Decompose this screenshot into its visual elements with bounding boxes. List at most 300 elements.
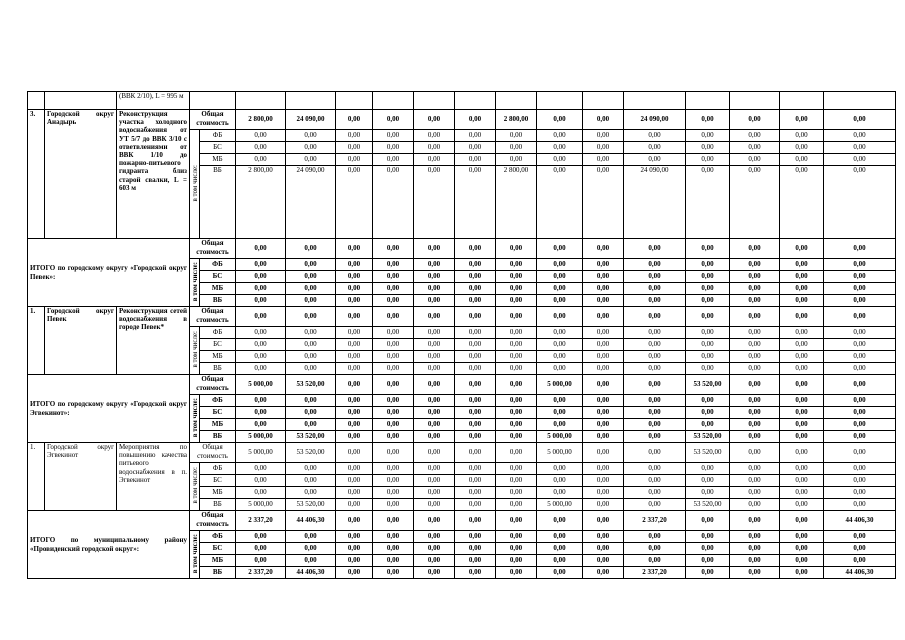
value-cell: 0,00 xyxy=(824,154,896,166)
value-cell: 0,00 xyxy=(624,407,686,419)
value-cell: 0,00 xyxy=(824,339,896,351)
value-cell: 0,00 xyxy=(414,431,455,443)
value-cell: 0,00 xyxy=(236,339,286,351)
funding-code: МБ xyxy=(200,351,236,363)
value-cell: 0,00 xyxy=(583,327,624,339)
value-cell: 0,00 xyxy=(496,271,537,283)
value-cell: 0,00 xyxy=(537,407,583,419)
row-number: 1. xyxy=(28,307,45,375)
value-cell: 0,00 xyxy=(336,142,373,154)
value-cell: 0,00 xyxy=(537,475,583,487)
value-cell: 2 800,00 xyxy=(496,166,537,239)
value-cell: 0,00 xyxy=(583,351,624,363)
value-cell: 0,00 xyxy=(455,239,496,259)
value-cell: 0,00 xyxy=(373,543,414,555)
value-cell: 0,00 xyxy=(336,239,373,259)
value-cell: 2 337,20 xyxy=(236,567,286,579)
value-cell: 0,00 xyxy=(624,271,686,283)
value-cell: 0,00 xyxy=(286,154,336,166)
cell-empty xyxy=(537,92,583,110)
value-cell: 5 000,00 xyxy=(537,443,583,463)
value-cell: 0,00 xyxy=(414,295,455,307)
value-cell: 0,00 xyxy=(373,567,414,579)
value-cell: 0,00 xyxy=(624,395,686,407)
value-cell: 0,00 xyxy=(496,567,537,579)
value-cell: 0,00 xyxy=(236,271,286,283)
value-cell: 0,00 xyxy=(336,327,373,339)
including-text: в том числе: xyxy=(190,164,199,202)
table-row-egvekinot-total xyxy=(28,443,896,463)
value-cell: 0,00 xyxy=(583,142,624,154)
value-cell: 0,00 xyxy=(624,543,686,555)
value-cell: 0,00 xyxy=(455,351,496,363)
value-cell: 0,00 xyxy=(496,283,537,295)
value-cell: 0,00 xyxy=(624,375,686,395)
value-cell: 0,00 xyxy=(286,130,336,142)
value-cell: 0,00 xyxy=(824,271,896,283)
value-cell: 0,00 xyxy=(686,395,730,407)
value-cell: 0,00 xyxy=(537,283,583,295)
value-cell: 0,00 xyxy=(537,543,583,555)
value-cell: 2 337,20 xyxy=(236,511,286,531)
value-cell: 0,00 xyxy=(286,239,336,259)
value-cell: 0,00 xyxy=(583,166,624,239)
value-cell: 0,00 xyxy=(286,463,336,475)
value-cell: 0,00 xyxy=(236,475,286,487)
value-cell: 0,00 xyxy=(537,363,583,375)
value-cell: 0,00 xyxy=(455,419,496,431)
value-cell: 0,00 xyxy=(824,555,896,567)
value-cell: 24 090,00 xyxy=(624,110,686,130)
value-cell: 0,00 xyxy=(286,283,336,295)
value-cell: 0,00 xyxy=(455,443,496,463)
funding-code: ФБ xyxy=(200,327,236,339)
including-text: в том числе: xyxy=(190,331,199,368)
value-cell: 0,00 xyxy=(496,239,537,259)
value-cell: 0,00 xyxy=(583,375,624,395)
value-cell: 0,00 xyxy=(336,567,373,579)
value-cell: 0,00 xyxy=(824,363,896,375)
value-cell: 0,00 xyxy=(730,239,780,259)
value-cell: 0,00 xyxy=(824,375,896,395)
value-cell: 0,00 xyxy=(824,543,896,555)
value-cell: 0,00 xyxy=(824,443,896,463)
value-cell: 0,00 xyxy=(455,431,496,443)
value-cell: 0,00 xyxy=(686,567,730,579)
value-cell: 0,00 xyxy=(336,130,373,142)
value-cell: 0,00 xyxy=(414,339,455,351)
funding-code: ВБ xyxy=(200,363,236,375)
funding-code: ВБ xyxy=(200,295,236,307)
value-cell: 0,00 xyxy=(496,499,537,511)
value-cell: 0,00 xyxy=(624,154,686,166)
value-cell: 0,00 xyxy=(373,511,414,531)
cell-empty xyxy=(455,92,496,110)
value-cell: 0,00 xyxy=(414,363,455,375)
value-cell: 5 000,00 xyxy=(537,499,583,511)
value-cell: 0,00 xyxy=(780,327,824,339)
value-cell: 0,00 xyxy=(780,363,824,375)
value-cell: 0,00 xyxy=(336,431,373,443)
cell-empty xyxy=(373,92,414,110)
value-cell: 0,00 xyxy=(537,110,583,130)
value-cell: 0,00 xyxy=(730,555,780,567)
value-cell: 0,00 xyxy=(236,351,286,363)
funding-code: БС xyxy=(200,475,236,487)
value-cell: 0,00 xyxy=(455,110,496,130)
value-cell: 0,00 xyxy=(624,499,686,511)
cell-empty xyxy=(624,92,686,110)
value-cell: 53 520,00 xyxy=(686,499,730,511)
value-cell: 0,00 xyxy=(780,531,824,543)
value-cell: 0,00 xyxy=(373,295,414,307)
cell-municipality xyxy=(45,92,117,110)
value-cell: 0,00 xyxy=(824,307,896,327)
funding-code: МБ xyxy=(200,487,236,499)
value-cell: 5 000,00 xyxy=(236,443,286,463)
funding-code: ВБ xyxy=(200,431,236,443)
table-row-anadyr-total xyxy=(28,110,896,130)
value-cell: 0,00 xyxy=(496,142,537,154)
value-cell: 0,00 xyxy=(236,407,286,419)
value-cell: 24 090,00 xyxy=(286,166,336,239)
including-text: в том числе: xyxy=(190,397,199,437)
value-cell: 0,00 xyxy=(414,463,455,475)
cell-empty xyxy=(686,92,730,110)
value-cell: 0,00 xyxy=(414,239,455,259)
value-cell: 0,00 xyxy=(286,351,336,363)
value-cell: 0,00 xyxy=(336,363,373,375)
value-cell: 0,00 xyxy=(236,555,286,567)
value-cell: 0,00 xyxy=(583,154,624,166)
value-cell: 0,00 xyxy=(686,110,730,130)
value-cell: 0,00 xyxy=(686,487,730,499)
budget-table xyxy=(27,91,896,579)
value-cell: 0,00 xyxy=(455,295,496,307)
value-cell: 0,00 xyxy=(496,555,537,567)
value-cell: 0,00 xyxy=(537,154,583,166)
value-cell: 0,00 xyxy=(236,363,286,375)
value-cell: 0,00 xyxy=(583,271,624,283)
value-cell: 0,00 xyxy=(824,142,896,154)
value-cell: 0,00 xyxy=(624,431,686,443)
value-cell: 0,00 xyxy=(336,271,373,283)
value-cell: 0,00 xyxy=(336,351,373,363)
value-cell: 0,00 xyxy=(730,531,780,543)
value-cell: 0,00 xyxy=(496,351,537,363)
value-cell: 0,00 xyxy=(373,130,414,142)
value-cell: 0,00 xyxy=(686,351,730,363)
value-cell: 0,00 xyxy=(336,259,373,271)
value-cell: 0,00 xyxy=(414,271,455,283)
funding-code: МБ xyxy=(200,154,236,166)
value-cell: 0,00 xyxy=(583,295,624,307)
value-cell: 0,00 xyxy=(624,555,686,567)
cell-empty xyxy=(414,92,455,110)
value-cell: 0,00 xyxy=(286,339,336,351)
value-cell: 0,00 xyxy=(496,375,537,395)
value-cell: 0,00 xyxy=(496,339,537,351)
value-cell: 0,00 xyxy=(780,142,824,154)
value-cell: 0,00 xyxy=(286,363,336,375)
funding-code: БС xyxy=(200,339,236,351)
cell-empty xyxy=(730,92,780,110)
value-cell: 0,00 xyxy=(373,110,414,130)
value-cell: 0,00 xyxy=(730,511,780,531)
value-cell: 0,00 xyxy=(780,543,824,555)
table-body xyxy=(28,92,896,579)
value-cell: 0,00 xyxy=(780,351,824,363)
value-cell: 0,00 xyxy=(414,511,455,531)
itogo-label: ИТОГО по городскому округу «Городской округ Эгвекинот»: xyxy=(28,375,190,443)
value-cell: 0,00 xyxy=(686,259,730,271)
funding-code: МБ xyxy=(200,419,236,431)
value-cell: 0,00 xyxy=(496,443,537,463)
including-label xyxy=(190,531,200,579)
cell-empty xyxy=(780,92,824,110)
funding-code: МБ xyxy=(200,283,236,295)
value-cell: 0,00 xyxy=(780,283,824,295)
value-cell: 0,00 xyxy=(336,443,373,463)
value-cell: 0,00 xyxy=(824,295,896,307)
funding-code: МБ xyxy=(200,555,236,567)
value-cell: 0,00 xyxy=(686,327,730,339)
value-cell: 0,00 xyxy=(780,130,824,142)
value-cell: 0,00 xyxy=(686,543,730,555)
value-cell: 0,00 xyxy=(537,555,583,567)
value-cell: 0,00 xyxy=(686,419,730,431)
value-cell: 0,00 xyxy=(455,375,496,395)
value-cell: 0,00 xyxy=(336,543,373,555)
cell-empty xyxy=(496,92,537,110)
funding-code: БС xyxy=(200,142,236,154)
value-cell: 0,00 xyxy=(286,271,336,283)
value-cell: 0,00 xyxy=(824,130,896,142)
value-cell: 0,00 xyxy=(730,407,780,419)
value-cell: 0,00 xyxy=(583,555,624,567)
value-cell: 0,00 xyxy=(455,531,496,543)
value-cell: 0,00 xyxy=(236,307,286,327)
value-cell: 0,00 xyxy=(624,419,686,431)
value-cell: 0,00 xyxy=(824,431,896,443)
value-cell: 0,00 xyxy=(496,130,537,142)
value-cell: 0,00 xyxy=(583,407,624,419)
value-cell: 0,00 xyxy=(730,271,780,283)
value-cell: 2 800,00 xyxy=(236,166,286,239)
value-cell: 0,00 xyxy=(730,567,780,579)
value-cell: 0,00 xyxy=(373,259,414,271)
value-cell: 0,00 xyxy=(583,531,624,543)
funding-code: ФБ xyxy=(200,395,236,407)
value-cell: 0,00 xyxy=(414,475,455,487)
value-cell: 0,00 xyxy=(286,327,336,339)
cell-num xyxy=(28,92,45,110)
value-cell: 0,00 xyxy=(455,555,496,567)
value-cell: 0,00 xyxy=(824,166,896,239)
value-cell: 0,00 xyxy=(686,154,730,166)
value-cell: 0,00 xyxy=(730,419,780,431)
value-cell: 0,00 xyxy=(686,271,730,283)
value-cell: 0,00 xyxy=(455,142,496,154)
funding-code: ВБ xyxy=(200,166,236,239)
value-cell: 0,00 xyxy=(414,567,455,579)
value-cell: 0,00 xyxy=(780,395,824,407)
value-cell: 0,00 xyxy=(336,463,373,475)
value-cell: 0,00 xyxy=(286,487,336,499)
value-cell: 44 406,30 xyxy=(286,511,336,531)
value-cell: 0,00 xyxy=(336,154,373,166)
municipality-name: Городской округ Певек xyxy=(45,307,117,375)
value-cell: 0,00 xyxy=(496,531,537,543)
value-cell: 0,00 xyxy=(455,475,496,487)
value-cell: 0,00 xyxy=(686,307,730,327)
value-cell: 0,00 xyxy=(780,463,824,475)
value-cell: 0,00 xyxy=(414,154,455,166)
value-cell: 0,00 xyxy=(686,130,730,142)
value-cell: 0,00 xyxy=(824,475,896,487)
value-cell: 5 000,00 xyxy=(236,499,286,511)
funding-code: БС xyxy=(200,543,236,555)
cell-empty xyxy=(336,92,373,110)
cell-empty xyxy=(236,92,286,110)
value-cell: 0,00 xyxy=(336,110,373,130)
table-row-itogo-egvekinot-total xyxy=(28,375,896,395)
value-cell: 0,00 xyxy=(414,543,455,555)
value-cell: 0,00 xyxy=(336,419,373,431)
value-cell: 0,00 xyxy=(780,110,824,130)
value-cell: 2 800,00 xyxy=(496,110,537,130)
value-cell: 0,00 xyxy=(496,307,537,327)
value-cell: 0,00 xyxy=(373,431,414,443)
value-cell: 0,00 xyxy=(730,351,780,363)
value-cell: 0,00 xyxy=(455,511,496,531)
value-cell: 0,00 xyxy=(373,239,414,259)
funding-code: ВБ xyxy=(200,499,236,511)
value-cell: 0,00 xyxy=(336,295,373,307)
including-text: в том числе: xyxy=(190,261,199,301)
total-cost-label: Общая стоимость xyxy=(190,511,236,531)
value-cell: 0,00 xyxy=(414,327,455,339)
funding-code: ФБ xyxy=(200,463,236,475)
value-cell: 0,00 xyxy=(686,511,730,531)
value-cell: 0,00 xyxy=(730,295,780,307)
value-cell: 0,00 xyxy=(730,395,780,407)
value-cell: 0,00 xyxy=(286,259,336,271)
value-cell: 0,00 xyxy=(624,531,686,543)
value-cell: 0,00 xyxy=(455,271,496,283)
value-cell: 0,00 xyxy=(583,475,624,487)
value-cell: 0,00 xyxy=(583,463,624,475)
value-cell: 0,00 xyxy=(730,499,780,511)
value-cell: 0,00 xyxy=(414,110,455,130)
funding-code: БС xyxy=(200,271,236,283)
value-cell: 0,00 xyxy=(824,351,896,363)
value-cell: 0,00 xyxy=(583,130,624,142)
value-cell: 0,00 xyxy=(414,499,455,511)
value-cell: 0,00 xyxy=(455,499,496,511)
value-cell: 0,00 xyxy=(537,142,583,154)
value-cell: 0,00 xyxy=(624,475,686,487)
value-cell: 0,00 xyxy=(537,271,583,283)
value-cell: 0,00 xyxy=(583,307,624,327)
value-cell: 0,00 xyxy=(824,463,896,475)
itogo-label: ИТОГО по городскому округу «Городской округ Певек»: xyxy=(28,239,190,307)
value-cell: 53 520,00 xyxy=(686,375,730,395)
value-cell: 0,00 xyxy=(730,130,780,142)
value-cell: 0,00 xyxy=(455,543,496,555)
value-cell: 0,00 xyxy=(496,407,537,419)
value-cell: 0,00 xyxy=(373,475,414,487)
value-cell: 0,00 xyxy=(414,419,455,431)
value-cell: 0,00 xyxy=(583,395,624,407)
value-cell: 0,00 xyxy=(336,375,373,395)
value-cell: 0,00 xyxy=(730,339,780,351)
value-cell: 0,00 xyxy=(373,443,414,463)
value-cell: 0,00 xyxy=(286,419,336,431)
value-cell: 0,00 xyxy=(373,375,414,395)
value-cell: 0,00 xyxy=(496,475,537,487)
value-cell: 0,00 xyxy=(780,239,824,259)
value-cell: 0,00 xyxy=(583,339,624,351)
value-cell: 0,00 xyxy=(455,154,496,166)
including-label xyxy=(190,259,200,307)
value-cell: 0,00 xyxy=(686,239,730,259)
value-cell: 0,00 xyxy=(455,463,496,475)
total-cost-label: Общая стоимость xyxy=(190,443,236,463)
total-cost-label: Общая стоимость xyxy=(190,375,236,395)
value-cell: 0,00 xyxy=(686,166,730,239)
value-cell: 0,00 xyxy=(236,419,286,431)
value-cell: 0,00 xyxy=(730,154,780,166)
value-cell: 0,00 xyxy=(824,487,896,499)
value-cell: 0,00 xyxy=(286,475,336,487)
value-cell: 0,00 xyxy=(730,543,780,555)
value-cell: 0,00 xyxy=(236,463,286,475)
value-cell: 0,00 xyxy=(236,142,286,154)
value-cell: 44 406,30 xyxy=(824,511,896,531)
value-cell: 0,00 xyxy=(373,531,414,543)
value-cell: 0,00 xyxy=(286,295,336,307)
including-label xyxy=(190,395,200,443)
value-cell: 0,00 xyxy=(373,419,414,431)
value-cell: 0,00 xyxy=(236,543,286,555)
value-cell: 0,00 xyxy=(624,239,686,259)
value-cell: 0,00 xyxy=(286,407,336,419)
value-cell: 5 000,00 xyxy=(537,375,583,395)
cell-empty xyxy=(286,92,336,110)
value-cell: 0,00 xyxy=(336,499,373,511)
value-cell: 0,00 xyxy=(336,395,373,407)
value-cell: 0,00 xyxy=(496,511,537,531)
value-cell: 0,00 xyxy=(336,283,373,295)
table-row-itogo-providenskiy-total xyxy=(28,511,896,531)
value-cell: 0,00 xyxy=(373,339,414,351)
value-cell: 0,00 xyxy=(730,431,780,443)
value-cell: 0,00 xyxy=(583,259,624,271)
value-cell: 0,00 xyxy=(824,283,896,295)
value-cell: 0,00 xyxy=(686,475,730,487)
value-cell: 0,00 xyxy=(414,395,455,407)
value-cell: 0,00 xyxy=(455,487,496,499)
value-cell: 0,00 xyxy=(686,407,730,419)
value-cell: 0,00 xyxy=(455,307,496,327)
value-cell: 0,00 xyxy=(496,395,537,407)
value-cell: 0,00 xyxy=(373,555,414,567)
value-cell: 0,00 xyxy=(373,487,414,499)
value-cell: 0,00 xyxy=(455,166,496,239)
value-cell: 0,00 xyxy=(373,142,414,154)
value-cell: 0,00 xyxy=(730,487,780,499)
